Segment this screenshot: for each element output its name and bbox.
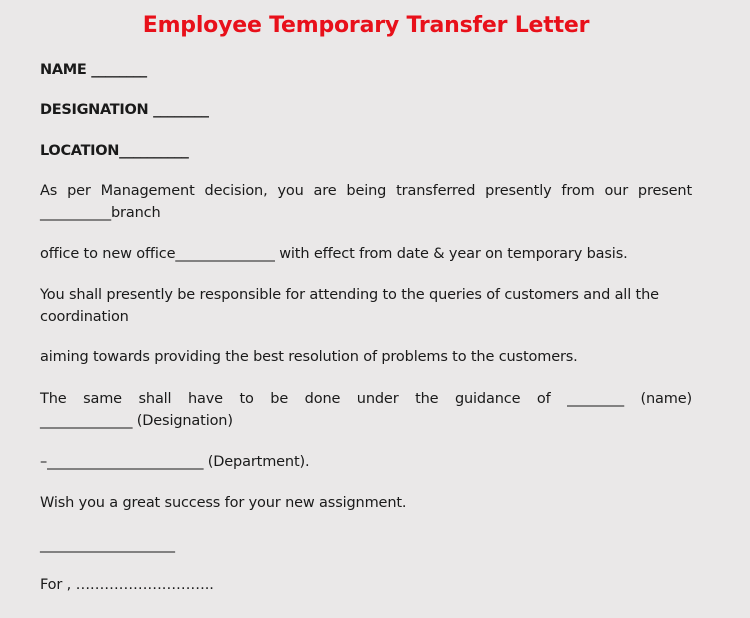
paragraph-wishes: Wish you a great success for your new assignment. (40, 495, 407, 511)
paragraph-responsibility (40, 285, 692, 328)
paragraph-department: –______________________ (Department). (40, 454, 310, 470)
paragraph-guidance-line-2: _____________ (Designation) (40, 412, 233, 429)
closing-for-line: For , ……………………….. (40, 577, 214, 593)
designation-field: DESIGNATION ________ (40, 102, 209, 118)
paragraph-responsibility-line-2: coordination (40, 308, 129, 325)
paragraph-transfer-notice-line-2: __________branch (40, 204, 161, 221)
paragraph-guidance (40, 389, 692, 432)
paragraph-transfer-notice (40, 181, 692, 224)
paragraph-guidance-line-1: The same shall have to be done under the guidance of ________ (name) (40, 391, 692, 407)
paragraph-responsibility-line-1: You shall presently be responsible for attending to the queries of customers and all the (40, 287, 659, 303)
signature-line: ___________________ (40, 537, 175, 553)
paragraph-transfer-notice-line-1: As per Management decision, you are being transferred presently from our present (40, 183, 692, 199)
name-field: NAME ________ (40, 62, 147, 78)
location-field: LOCATION__________ (40, 143, 189, 159)
paragraph-new-office: office to new office______________ with effect from date & year on temporary basis. (40, 246, 628, 262)
paragraph-aim: aiming towards providing the best resolution of problems to the customers. (40, 349, 578, 365)
document-title: Employee Temporary Transfer Letter (142, 13, 590, 38)
